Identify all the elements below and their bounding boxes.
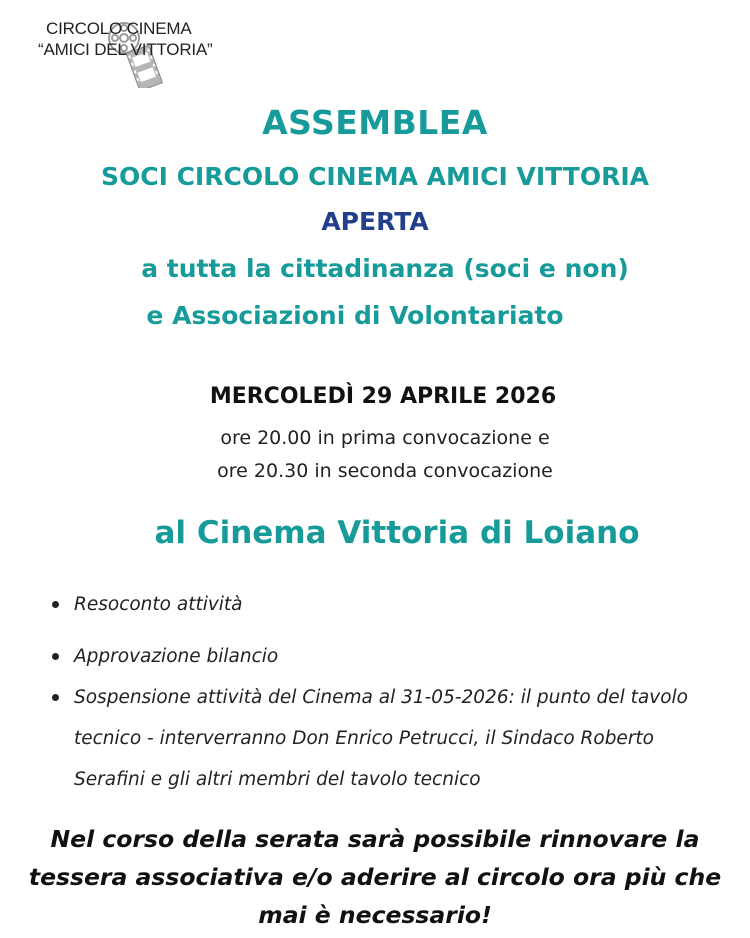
agenda-item-text: Resoconto attività (74, 594, 243, 615)
logo-text (38, 18, 258, 60)
bullet-icon (52, 601, 59, 608)
bullet-icon (52, 653, 59, 660)
second-call-time: ore 20.30 in seconda convocazione (217, 460, 553, 482)
associations-line: e Associazioni di Volontariato (146, 301, 564, 330)
agenda-list (48, 584, 728, 800)
agenda-item (48, 677, 728, 800)
logo (38, 14, 258, 84)
page-title: ASSEMBLEA (262, 103, 488, 142)
subtitle: SOCI CIRCOLO CINEMA AMICI VITTORIA (100, 162, 650, 191)
event-date: MERCOLEDÌ 29 APRILE 2026 (209, 384, 557, 409)
audience-line: a tutta la cittadinanza (soci e non) (141, 254, 629, 283)
open-label: APERTA (321, 207, 429, 236)
agenda-item (48, 636, 728, 677)
agenda-item-text: Approvazione bilancio (74, 646, 279, 667)
logo-line-2: “AMICI DEL VITTORIA” (38, 40, 213, 59)
venue: al Cinema Vittoria di Loiano (154, 515, 640, 551)
agenda-item-text: Sospensione attività del Cinema al 31-05-2026: il punto del tavolo tecnico - interverranno Don Enrico Petrucci, il Sindaco Roberto Serafini e gli altri membri del tavolo tecnico (74, 687, 688, 790)
closing-note: Nel corso della serata sarà possibile rinnovare la tessera associativa e/o aderire al circolo ora più che mai è necessario! (28, 825, 722, 929)
first-call-time: ore 20.00 in prima convocazione e (220, 427, 550, 449)
agenda-item (48, 584, 728, 625)
logo-line-1: CIRCOLO CINEMA (46, 19, 192, 38)
bullet-icon (52, 694, 59, 701)
